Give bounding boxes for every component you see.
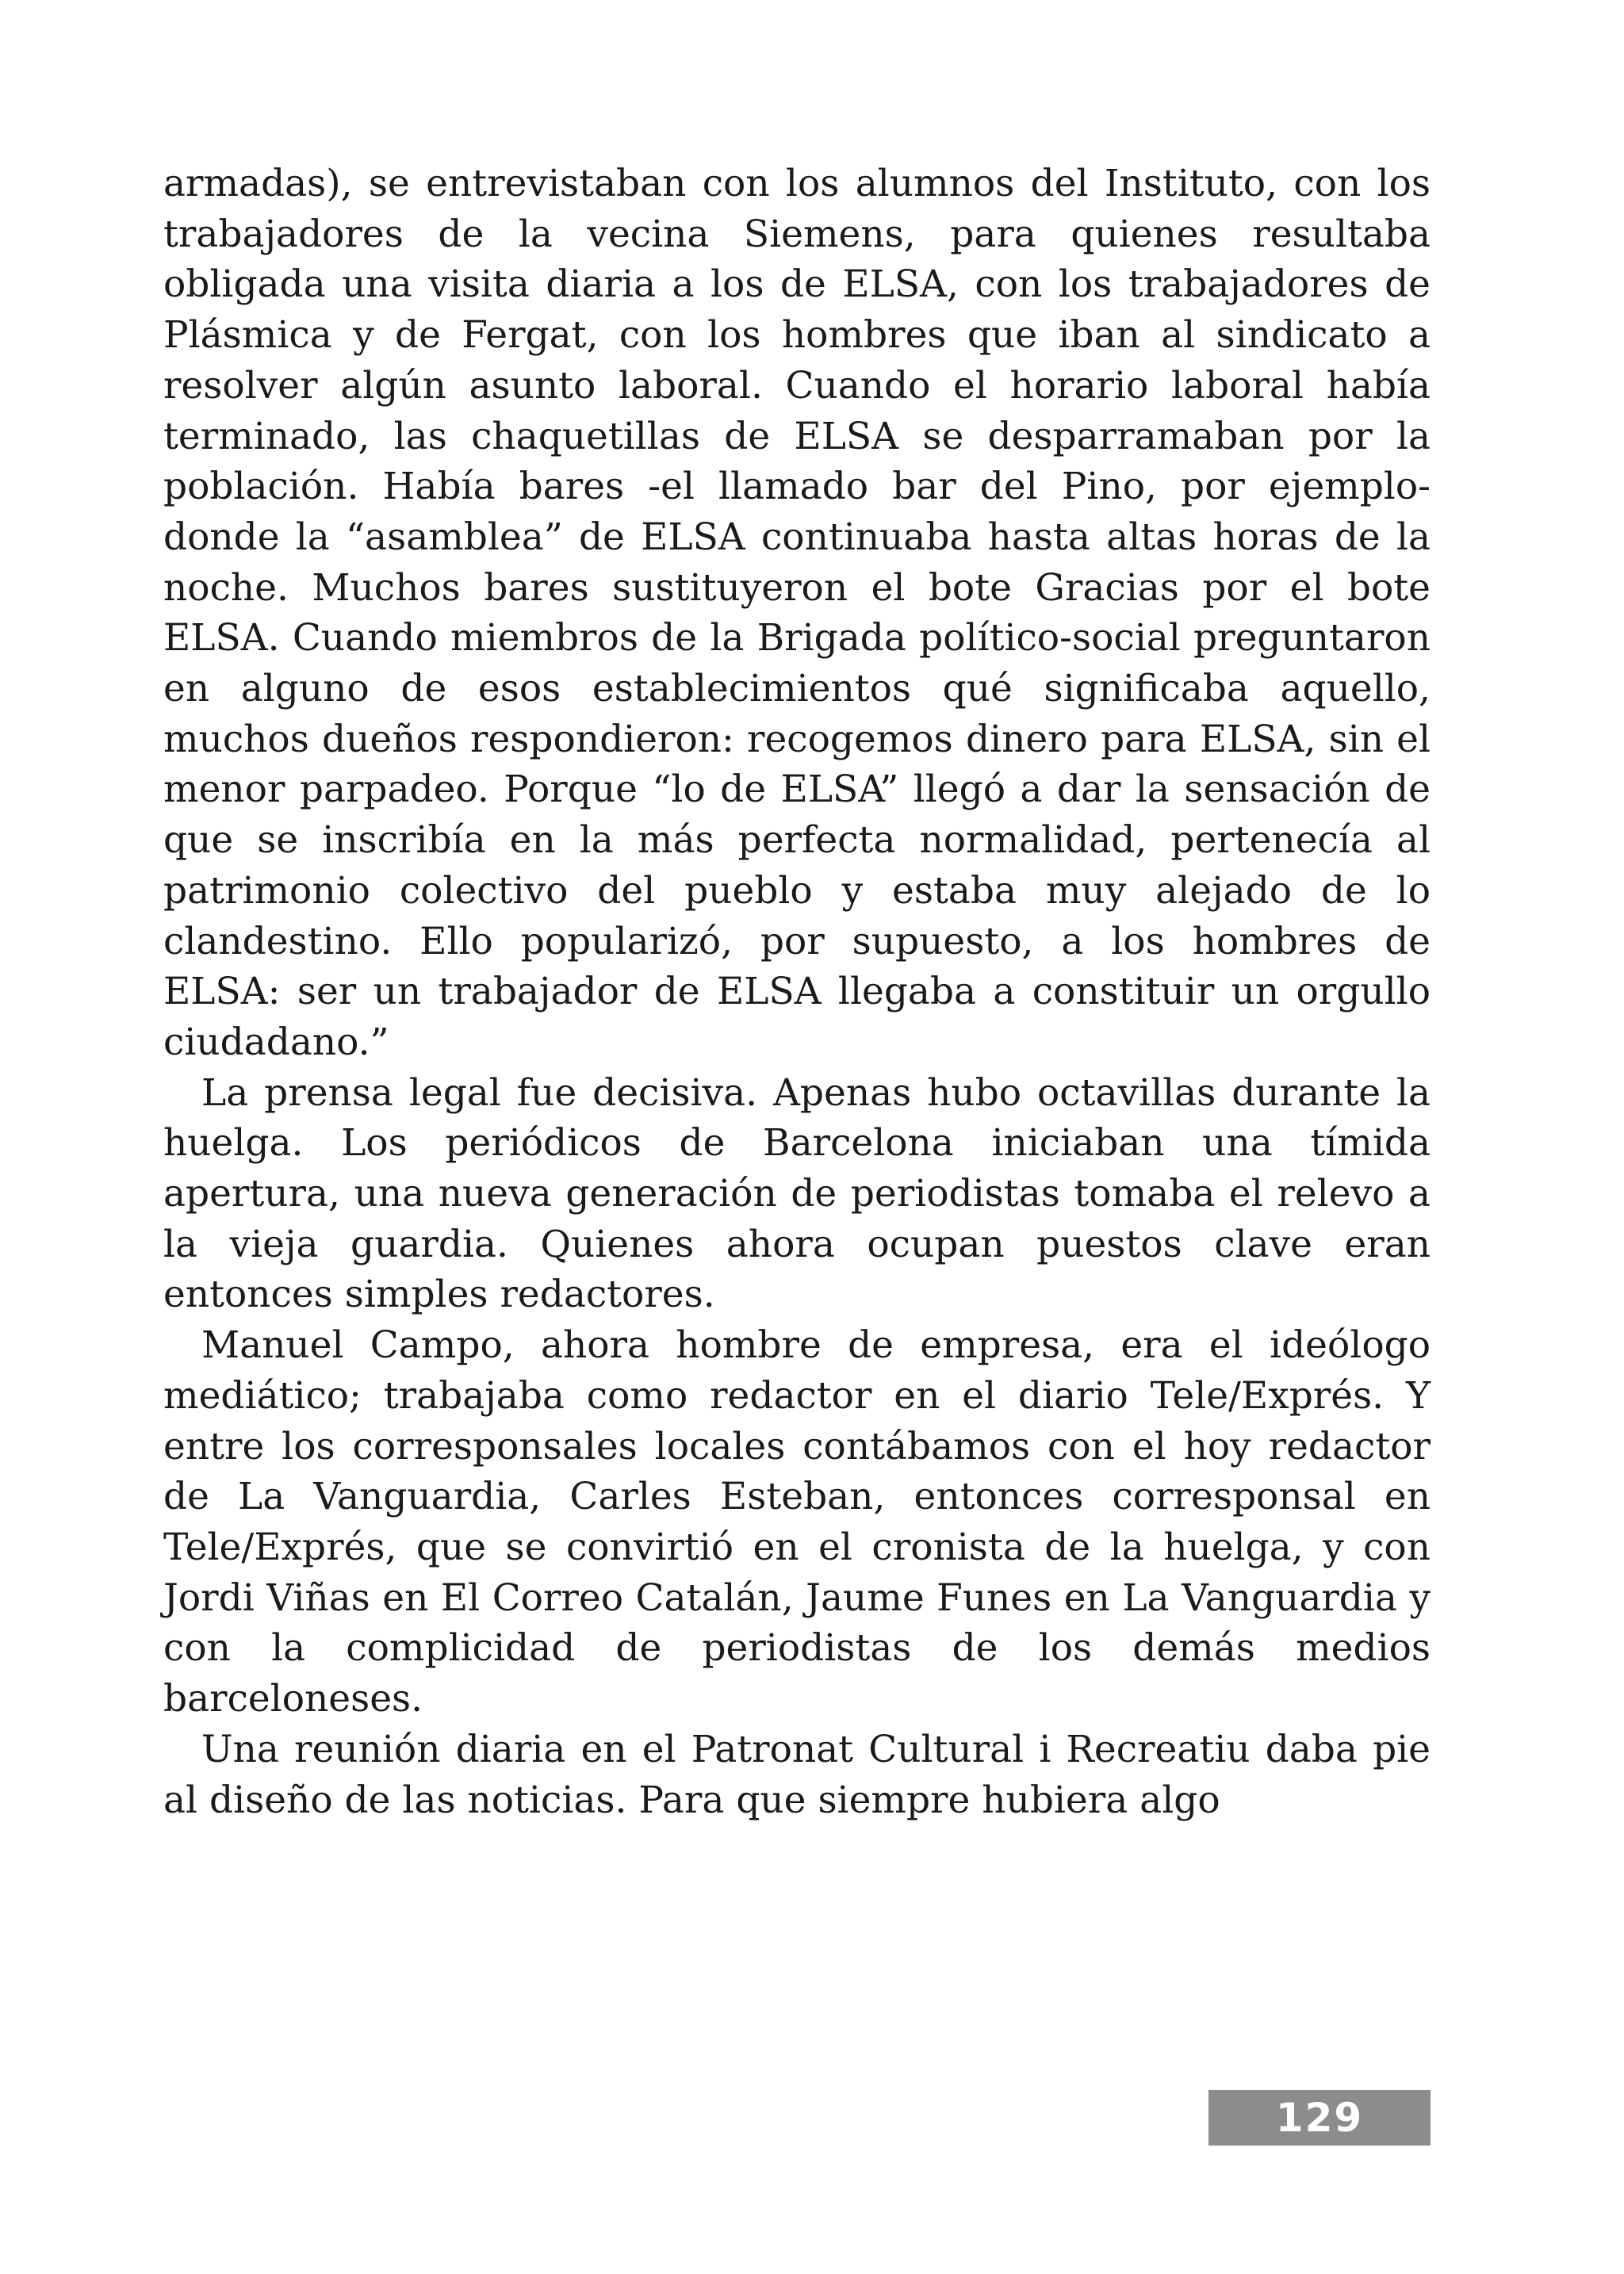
page-number-box bbox=[1208, 2090, 1431, 2146]
paragraph-continued: armadas), se entrevistaban con los alumnos del Instituto, con los trabajadores de la vecina Siemens, para quienes resultaba obligada una visita diaria a los de ELSA, con los trabajadores de Plásmica y de Fergat, con los hombres que iban al sindicato a resolver algún asunto laboral. Cuando el horario laboral había terminado, las chaquetillas de ELSA se desparramaban por la población. Había bares -el llamado bar del Pino, por ejemplo- donde la “asamblea” de ELSA continuaba hasta altas horas de la noche. Muchos bares sustituyeron el bote Gracias por el bote ELSA. Cuando miembros de la Brigada político-social preguntaron en alguno de esos establecimientos qué significaba aquello, muchos dueños respondieron: recogemos dinero para ELSA, sin el menor parpadeo. Porque “lo de ELSA” llegó a dar la sensación de que se inscribía en la más perfecta normalidad, pertenecía al patrimonio colectivo del pueblo y estaba muy alejado de lo clandestino. Ello popularizó, por supuesto, a los hombres de ELSA: ser un trabajador de ELSA llegaba a constituir un orgullo ciudadano.” bbox=[163, 162, 1431, 1064]
paragraph-prensa-legal: La prensa legal fue decisiva. Apenas hubo octavillas durante la huelga. Los periódicos de Barcelona iniciaban una tímida apertura, una nueva generación de periodistas tomaba el relevo a la vieja guardia. Quienes ahora ocupan puestos clave eran entonces simples redactores. bbox=[163, 1070, 1431, 1317]
paragraph-manuel-campo: Manuel Campo, ahora hombre de empresa, era el ideólogo mediático; trabajaba como redactor en el diario Tele/Exprés. Y entre los corresponsales locales contábamos con el hoy redactor de La Vanguardia, Carles Esteban, entonces corresponsal en Tele/Exprés, que se convirtió en el cronista de la huelga, y con Jordi Viñas en El Correo Catalán, Jaume Funes en La Vanguardia y con la complicidad de periodistas de los demás medios barceloneses. bbox=[163, 1323, 1431, 1721]
page-number: 129 bbox=[1275, 2095, 1364, 2141]
paragraph-reunion-diaria: Una reunión diaria en el Patronat Cultural i Recreatiu daba pie al diseño de las noticias. Para que siempre hubiera algo bbox=[163, 1727, 1431, 1822]
body-text bbox=[163, 159, 1431, 1825]
